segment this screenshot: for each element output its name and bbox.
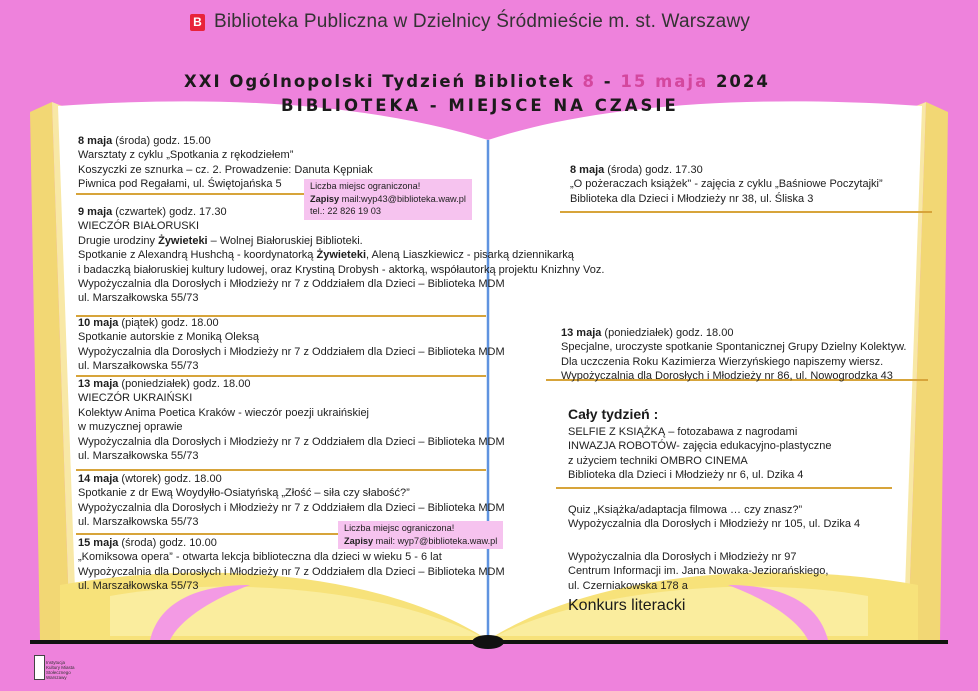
all-week-events: SELFIE Z KSIĄŻKĄ – fotozabawa z nagrodami INWAZJA ROBOTÓW- zajęcia edukacyjno-plastyczne z użyciem techniki OMBRO CINEMA Biblioteka dla Dzieci i Młodzieży nr 6, ul. Dzika 4 [568, 426, 832, 482]
footer-logo-text: Instytucja Kultury Miasta Stołecznego Warszawy [46, 660, 75, 680]
film-adaptation-quiz: Quiz „Książka/adaptacja filmowa … czy znasz?” Wypożyczalnia dla Dorosłych i Młodzieży nr 105, ul. Dzika 4 [568, 504, 861, 531]
literary-contest-title: Konkurs literacki [568, 597, 686, 614]
all-week-heading: Cały tydzień : [568, 406, 659, 422]
library-name: Biblioteka Publiczna w Dzielnicy Śródmieście m. st. Warszawy [214, 11, 751, 32]
event-15-may-comic-opera: 15 maja (środa) godz. 10.00 „Komiksowa opera” - otwarta lekcja biblioteczna dla dzieci w wieku 5 - 6 lat Wypożyczalnia dla Dorosłych i Młodzieży nr 7 z Oddziałem dla Dzieci – Biblioteka MDM ul. Marszałkowska 55/73 [78, 537, 505, 593]
event-8-may-workshop: 8 maja (środa) godz. 15.00 Warsztaty z cyklu „Spotkania z rękodziełem” Koszyczki ze sznurka – cz. 2. Prowadzenie: Danuta Kępniak Piwnica pod Regałami, ul. Świętojańska 5 [78, 135, 373, 191]
event-13-may-ukrainian-evening: 13 maja (poniedziałek) godz. 18.00 WIECZÓR UKRAIŃSKI Kolektyw Anima Poetica Kraków - wieczór poezji ukraińskiej w muzycznej oprawie Wypożyczalnia dla Dorosłych i Młodzieży nr 7 z Oddziałem dla Dzieci – Biblioteka MDM ul. Marszałkowska 55/73 [78, 378, 505, 463]
event-9-may-belarusian-evening: 9 maja (czwartek) godz. 17.30 WIECZÓR BIAŁORUSKI Drugie urodziny Żywieteki – Wolnej Białoruskiej Biblioteki. Spotkanie z Alexandrą Hushchą - koordynatorką Żywieteki, Aleną Liaszkiewicz - pisarką dziennikarką i badaczką białoruskiej kultury ludowej, oraz Krystiną Drobysh - aktorką, współautorką projektu Knizhny Voz. Wypożyczalnia dla Dorosłych i Młodzieży nr 7 z Oddziałem dla Dzieci – Biblioteka MDM ul. Marszałkowska 55/73 [78, 206, 605, 305]
event-13-may-poetry-collective: 13 maja (poniedziałek) godz. 18.00 Specjalne, uroczyste spotkanie Spontanicznej Grupy Dzielny Kolektyw. Dla uczczenia Roku Kazimierza Wierzyńskiego napiszemy wiersz. Wypożyczalnia dla Dorosłych i Młodzieży nr 86, ul. Nowogrodzka 43 [561, 327, 907, 383]
literary-contest-location: Wypożyczalnia dla Dorosłych i Młodzieży nr 97 Centrum Informacji im. Jana Nowaka-Jeziorańskiego, ul. Czerniakowska 178 a [568, 551, 829, 592]
event-subtitle: BIBLIOTEKA - MIEJSCE NA CZASIE [281, 96, 679, 115]
warsaw-siren-logo-icon [34, 655, 45, 680]
registration-box-1: Liczba miejsc ograniczona! Zapisy mail:wyp43@biblioteka.waw.pl tel.: 22 826 19 03 [304, 179, 472, 220]
registration-box-2: Liczba miejsc ograniczona! Zapisy mail: wyp7@biblioteka.waw.pl [338, 521, 503, 549]
library-logo-icon: B [190, 14, 205, 31]
event-title: XXI Ogólnopolski Tydzień Bibliotek 8 - 15 maja 2024 [184, 72, 770, 91]
event-14-may-meeting: 14 maja (wtorek) godz. 18.00 Spotkanie z dr Ewą Woydyłło-Osiatyńską „Złość – siła czy słabość?” Wypożyczalnia dla Dorosłych i Młodzieży nr 7 z Oddziałem dla Dzieci – Biblioteka MDM ul. Marszałkowska 55/73 [78, 473, 505, 529]
event-8-may-fairy-tales: 8 maja (środa) godz. 17.30 „O pożeraczach książek" - zajęcia z cyklu „Baśniowe Poczytajki” Biblioteka dla Dzieci i Młodzieży nr 38, ul. Śliska 3 [570, 164, 883, 205]
event-10-may-author-meeting: 10 maja (piątek) godz. 18.00 Spotkanie autorskie z Moniką Oleksą Wypożyczalnia dla Dorosłych i Młodzieży nr 7 z Oddziałem dla Dzieci – Biblioteka MDM ul. Marszałkowska 55/73 [78, 317, 505, 373]
